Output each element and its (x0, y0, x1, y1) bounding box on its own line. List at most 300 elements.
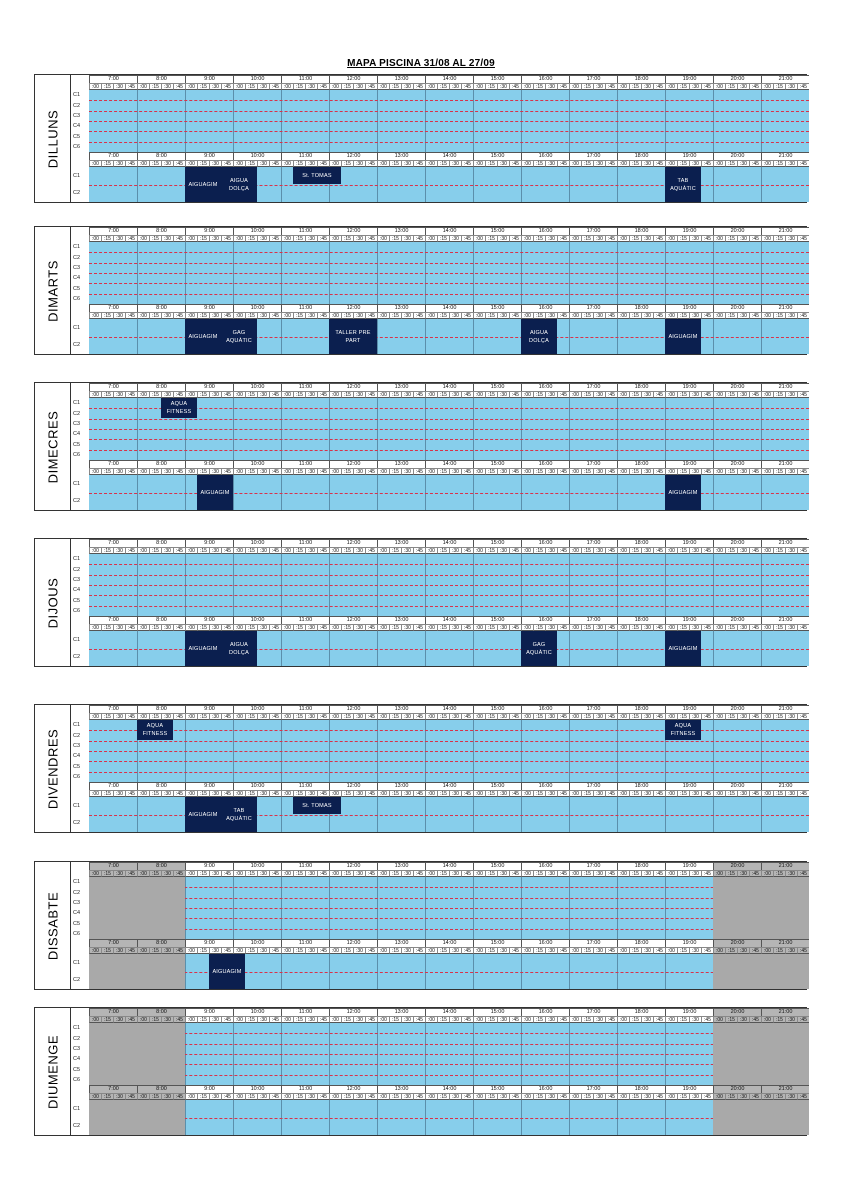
hour-cell: 9:00 (185, 616, 233, 624)
quarter-cell: :45 (173, 547, 185, 554)
quarter-cell: :30 (785, 713, 797, 720)
lane-label: C1 (73, 959, 81, 966)
quarter-cell: :15 (341, 947, 353, 954)
quarter-cell: :15 (341, 870, 353, 877)
quarter-cell: :30 (545, 1093, 557, 1100)
quarter-cell: :45 (749, 312, 761, 319)
quarter-cell: :30 (257, 947, 269, 954)
quarter-cell: :30 (689, 468, 701, 475)
activity-block[interactable]: St. TOMAS (293, 167, 341, 184)
hour-cell: 7:00 (89, 1008, 137, 1016)
quarter-cell: :00 (137, 160, 149, 167)
quarter-cell: :15 (485, 1093, 497, 1100)
quarter-cell: :45 (221, 312, 233, 319)
quarter-cell: :15 (485, 235, 497, 242)
hour-cell: 20:00 (713, 1008, 761, 1016)
main-pool (89, 554, 809, 616)
quarter-cell: :00 (425, 1093, 437, 1100)
quarter-cell: :30 (161, 624, 173, 631)
quarter-cell: :15 (149, 1093, 161, 1100)
quarter-cell: :00 (137, 870, 149, 877)
activity-block[interactable]: AQUA FITNESS (665, 720, 701, 740)
hour-cell: 13:00 (377, 539, 425, 547)
activity-block[interactable]: TALLER PRE PART (329, 319, 377, 354)
quarter-cell: :45 (317, 1093, 329, 1100)
lane-label: C1 (73, 1025, 81, 1032)
quarter-cell: :00 (713, 1016, 725, 1023)
quarter-cell: :00 (713, 624, 725, 631)
quarter-cell: :00 (713, 790, 725, 797)
activity-block[interactable]: AIGUA DOLÇA (221, 631, 257, 666)
quarter-cell: :45 (461, 83, 473, 90)
quarter-cell: :15 (149, 947, 161, 954)
quarter-cell: :45 (125, 468, 137, 475)
timetable-grid (89, 862, 809, 989)
quarter-cell: :45 (317, 312, 329, 319)
main-pool (89, 1023, 809, 1085)
hour-cell: 12:00 (329, 616, 377, 624)
quarter-cell: :00 (425, 1016, 437, 1023)
quarter-cell: :00 (761, 790, 773, 797)
hour-cell: 13:00 (377, 939, 425, 947)
quarter-cell: :45 (701, 870, 713, 877)
activity-block[interactable]: AIGUAGIM (185, 631, 221, 666)
quarter-cell: :00 (377, 547, 389, 554)
quarter-cell: :00 (617, 83, 629, 90)
quarter-cell: :45 (317, 624, 329, 631)
quarter-cell: :45 (269, 83, 281, 90)
quarter-cell: :45 (605, 391, 617, 398)
quarter-cell: :30 (401, 790, 413, 797)
quarter-cell: :45 (221, 790, 233, 797)
quarter-cell: :00 (377, 391, 389, 398)
quarter-cell: :30 (641, 468, 653, 475)
quarter-cell: :30 (161, 870, 173, 877)
quarter-cell: :30 (497, 160, 509, 167)
lane-label: C1 (73, 722, 81, 729)
quarter-cell: :30 (497, 391, 509, 398)
quarter-cell: :30 (545, 468, 557, 475)
quarter-cell: :00 (281, 1016, 293, 1023)
lane-label: C1 (73, 636, 81, 643)
quarter-cell: :00 (713, 391, 725, 398)
quarter-cell: :30 (449, 947, 461, 954)
hour-cell: 9:00 (185, 782, 233, 790)
lane-label: C1 (73, 556, 81, 563)
quarter-cell: :45 (749, 870, 761, 877)
quarter-cell: :15 (773, 312, 785, 319)
lane-rope (89, 761, 809, 762)
quarter-cell: :45 (749, 947, 761, 954)
quarter-cell: :15 (101, 947, 113, 954)
lane-label: C4 (73, 910, 81, 917)
hour-cell: 10:00 (233, 539, 281, 547)
quarter-cell: :00 (665, 870, 677, 877)
quarter-cell: :30 (161, 160, 173, 167)
quarter-cell: :15 (725, 624, 737, 631)
quarter-cell: :15 (581, 1093, 593, 1100)
timetable-grid (89, 227, 809, 354)
quarter-cell: :45 (701, 713, 713, 720)
quarter-cell: :45 (125, 1016, 137, 1023)
quarter-cell: :15 (341, 1016, 353, 1023)
quarter-cell: :45 (317, 1016, 329, 1023)
quarter-header (89, 790, 809, 797)
activity-block[interactable]: AIGUAGIM (209, 954, 245, 989)
quarter-cell: :00 (89, 312, 101, 319)
activity-block[interactable]: TAB AQUÀTIC (665, 167, 701, 202)
quarter-cell: :00 (713, 235, 725, 242)
hour-cell: 7:00 (89, 383, 137, 391)
quarter-cell: :00 (521, 160, 533, 167)
quarter-cell: :30 (401, 624, 413, 631)
quarter-cell: :15 (581, 312, 593, 319)
quarter-cell: :45 (605, 83, 617, 90)
activity-block[interactable]: AIGUA DOLÇA (221, 167, 257, 202)
quarter-cell: :45 (125, 312, 137, 319)
quarter-cell: :30 (593, 312, 605, 319)
quarter-cell: :00 (473, 235, 485, 242)
quarter-cell: :00 (425, 312, 437, 319)
hour-cell: 16:00 (521, 227, 569, 235)
activity-block[interactable]: AQUA FITNESS (161, 398, 197, 418)
quarter-cell: :45 (317, 235, 329, 242)
lane-label: C4 (73, 431, 81, 438)
quarter-cell: :00 (425, 870, 437, 877)
quarter-cell: :00 (233, 1016, 245, 1023)
quarter-cell: :30 (497, 468, 509, 475)
quarter-cell: :45 (413, 391, 425, 398)
quarter-cell: :00 (89, 947, 101, 954)
page-title: MAPA PISCINA 31/08 AL 27/09 (347, 58, 495, 69)
quarter-cell: :45 (125, 235, 137, 242)
quarter-cell: :45 (797, 1093, 809, 1100)
hour-cell: 17:00 (569, 616, 617, 624)
quarter-cell: :30 (257, 547, 269, 554)
quarter-cell: :15 (389, 312, 401, 319)
hour-cell: 8:00 (137, 152, 185, 160)
activity-block[interactable]: AIGUAGIM (197, 475, 233, 510)
hour-cell: 10:00 (233, 75, 281, 83)
quarter-cell: :00 (569, 391, 581, 398)
quarter-cell: :00 (137, 235, 149, 242)
main-pool (89, 242, 809, 304)
activity-block[interactable]: AIGUAGIM (665, 319, 701, 354)
quarter-cell: :00 (569, 1093, 581, 1100)
lane-labels (71, 75, 89, 202)
activity-block[interactable]: St. TOMAS (293, 797, 341, 814)
quarter-cell: :30 (161, 713, 173, 720)
hour-cell: 9:00 (185, 460, 233, 468)
quarter-cell: :30 (737, 870, 749, 877)
quarter-cell: :30 (641, 870, 653, 877)
hour-cell: 7:00 (89, 862, 137, 870)
quarter-cell: :45 (557, 235, 569, 242)
lane-rope (89, 273, 809, 274)
hour-cell: 20:00 (713, 862, 761, 870)
quarter-cell: :15 (773, 160, 785, 167)
quarter-cell: :45 (701, 1016, 713, 1023)
quarter-cell: :15 (389, 235, 401, 242)
day-label (35, 1008, 71, 1135)
hour-cell: 16:00 (521, 705, 569, 713)
day-name: DIMARTS (45, 259, 60, 322)
hour-cell: 21:00 (761, 939, 809, 947)
quarter-cell: :30 (737, 83, 749, 90)
hour-cell: 9:00 (185, 304, 233, 312)
lane-rope (89, 450, 809, 451)
hour-cell: 18:00 (617, 782, 665, 790)
quarter-cell: :00 (329, 1093, 341, 1100)
quarter-cell: :00 (329, 1016, 341, 1023)
closed-hours (713, 954, 761, 989)
hour-cell: 10:00 (233, 383, 281, 391)
quarter-cell: :15 (149, 870, 161, 877)
lane-rope (89, 252, 809, 253)
quarter-cell: :15 (485, 468, 497, 475)
quarter-cell: :30 (593, 468, 605, 475)
quarter-cell: :30 (737, 713, 749, 720)
quarter-cell: :30 (353, 83, 365, 90)
quarter-cell: :45 (557, 790, 569, 797)
quarter-cell: :00 (281, 624, 293, 631)
lane-label: C2 (73, 1035, 81, 1042)
hour-cell: 8:00 (137, 782, 185, 790)
hour-cell: 16:00 (521, 460, 569, 468)
lane-rope (89, 111, 809, 112)
lane-label: C4 (73, 753, 81, 760)
quarter-cell: :30 (209, 391, 221, 398)
activity-block[interactable]: TAB AQUÀTIC (221, 797, 257, 832)
quarter-cell: :00 (521, 312, 533, 319)
quarter-cell: :15 (149, 790, 161, 797)
lane-labels (71, 383, 89, 510)
hour-cell: 12:00 (329, 1085, 377, 1093)
quarter-cell: :45 (173, 160, 185, 167)
quarter-cell: :00 (281, 391, 293, 398)
quarter-cell: :45 (701, 468, 713, 475)
quarter-cell: :00 (761, 1093, 773, 1100)
quarter-cell: :00 (425, 391, 437, 398)
quarter-cell: :00 (425, 947, 437, 954)
hour-cell: 19:00 (665, 782, 713, 790)
quarter-cell: :30 (353, 312, 365, 319)
quarter-cell: :30 (689, 235, 701, 242)
quarter-header (89, 83, 809, 90)
quarter-cell: :30 (353, 870, 365, 877)
quarter-cell: :15 (725, 83, 737, 90)
quarter-cell: :45 (125, 947, 137, 954)
day-block-dimarts (34, 226, 807, 355)
quarter-cell: :45 (125, 713, 137, 720)
quarter-cell: :30 (305, 1093, 317, 1100)
quarter-cell: :30 (593, 547, 605, 554)
quarter-cell: :15 (677, 83, 689, 90)
hour-header (89, 383, 809, 391)
quarter-cell: :45 (413, 312, 425, 319)
activity-block[interactable]: AIGUAGIM (665, 475, 701, 510)
quarter-cell: :00 (185, 83, 197, 90)
quarter-cell: :15 (389, 790, 401, 797)
hour-header (89, 939, 809, 947)
quarter-cell: :45 (797, 713, 809, 720)
hour-cell: 17:00 (569, 383, 617, 391)
quarter-cell: :45 (173, 947, 185, 954)
quarter-cell: :45 (413, 624, 425, 631)
quarter-cell: :45 (269, 312, 281, 319)
hour-cell: 10:00 (233, 460, 281, 468)
quarter-cell: :00 (233, 624, 245, 631)
activity-block[interactable]: GAG AQUÀTIC (521, 631, 557, 666)
quarter-cell: :00 (233, 947, 245, 954)
quarter-cell: :45 (461, 547, 473, 554)
hour-cell: 20:00 (713, 539, 761, 547)
quarter-cell: :15 (629, 713, 641, 720)
lane-rope (89, 1118, 809, 1119)
quarter-cell: :45 (221, 870, 233, 877)
hour-cell: 17:00 (569, 460, 617, 468)
hour-cell: 11:00 (281, 862, 329, 870)
quarter-cell: :45 (173, 312, 185, 319)
lane-label: C1 (73, 1105, 81, 1112)
quarter-cell: :45 (365, 391, 377, 398)
closed-hours (761, 954, 809, 989)
quarter-cell: :30 (689, 790, 701, 797)
quarter-cell: :45 (653, 235, 665, 242)
quarter-cell: :00 (185, 713, 197, 720)
quarter-cell: :15 (773, 235, 785, 242)
activity-block[interactable]: AIGUAGIM (185, 797, 221, 832)
activity-block[interactable]: AIGUAGIM (185, 167, 221, 202)
quarter-cell: :15 (341, 790, 353, 797)
quarter-cell: :15 (725, 235, 737, 242)
quarter-cell: :00 (89, 624, 101, 631)
quarter-cell: :00 (761, 1016, 773, 1023)
quarter-cell: :15 (485, 160, 497, 167)
activity-block[interactable]: AIGUA DOLÇA (521, 319, 557, 354)
hour-cell: 12:00 (329, 460, 377, 468)
quarter-cell: :15 (773, 624, 785, 631)
quarter-cell: :00 (329, 83, 341, 90)
quarter-cell: :00 (569, 870, 581, 877)
quarter-cell: :30 (449, 624, 461, 631)
day-block-divendres (34, 704, 807, 833)
quarter-cell: :45 (797, 547, 809, 554)
timetable-grid (89, 383, 809, 510)
quarter-cell: :45 (413, 83, 425, 90)
hour-cell: 20:00 (713, 616, 761, 624)
lane-rope (89, 121, 809, 122)
quarter-cell: :15 (677, 1016, 689, 1023)
quarter-cell: :00 (377, 83, 389, 90)
quarter-cell: :15 (725, 947, 737, 954)
quarter-cell: :15 (293, 235, 305, 242)
quarter-cell: :30 (641, 1016, 653, 1023)
quarter-cell: :45 (701, 312, 713, 319)
hour-cell: 19:00 (665, 152, 713, 160)
quarter-cell: :45 (365, 1093, 377, 1100)
quarter-cell: :00 (665, 790, 677, 797)
quarter-cell: :30 (545, 83, 557, 90)
hour-cell: 8:00 (137, 304, 185, 312)
quarter-cell: :45 (653, 713, 665, 720)
quarter-cell: :00 (521, 947, 533, 954)
quarter-cell: :45 (557, 870, 569, 877)
quarter-cell: :00 (329, 160, 341, 167)
quarter-cell: :15 (341, 160, 353, 167)
quarter-cell: :15 (245, 713, 257, 720)
hour-cell: 7:00 (89, 1085, 137, 1093)
hour-cell: 13:00 (377, 705, 425, 713)
quarter-cell: :00 (137, 1093, 149, 1100)
lane-label: C3 (73, 742, 81, 749)
quarter-cell: :45 (653, 1016, 665, 1023)
activity-block[interactable]: AIGUAGIM (665, 631, 701, 666)
quarter-cell: :45 (269, 391, 281, 398)
lane-label: C1 (73, 802, 81, 809)
quarter-cell: :15 (101, 235, 113, 242)
quarter-cell: :00 (521, 870, 533, 877)
quarter-cell: :30 (401, 83, 413, 90)
activity-block[interactable]: AIGUAGIM (185, 319, 221, 354)
quarter-cell: :00 (617, 312, 629, 319)
quarter-cell: :30 (497, 1093, 509, 1100)
quarter-cell: :30 (689, 312, 701, 319)
quarter-cell: :00 (281, 713, 293, 720)
quarter-cell: :00 (233, 391, 245, 398)
quarter-cell: :45 (509, 1093, 521, 1100)
lane-rope (89, 1075, 809, 1076)
quarter-cell: :15 (725, 713, 737, 720)
quarter-cell: :30 (545, 160, 557, 167)
lane-label: C1 (73, 92, 81, 99)
hour-cell: 12:00 (329, 304, 377, 312)
quarter-cell: :00 (569, 713, 581, 720)
hour-cell: 14:00 (425, 539, 473, 547)
quarter-cell: :15 (245, 83, 257, 90)
activity-block[interactable]: AQUA FITNESS (137, 720, 173, 740)
quarter-cell: :15 (533, 312, 545, 319)
quarter-cell: :15 (293, 870, 305, 877)
quarter-cell: :00 (521, 1016, 533, 1023)
quarter-cell: :15 (725, 391, 737, 398)
quarter-cell: :30 (593, 947, 605, 954)
quarter-cell: :45 (509, 312, 521, 319)
hour-cell: 12:00 (329, 227, 377, 235)
quarter-cell: :45 (365, 1016, 377, 1023)
activity-block[interactable]: GAG AQUÀTIC (221, 319, 257, 354)
hour-cell: 11:00 (281, 152, 329, 160)
day-label (35, 227, 71, 354)
quarter-cell: :00 (713, 83, 725, 90)
hour-header (89, 1085, 809, 1093)
quarter-cell: :15 (773, 1016, 785, 1023)
quarter-cell: :30 (113, 790, 125, 797)
hour-cell: 7:00 (89, 75, 137, 83)
quarter-header (89, 312, 809, 319)
quarter-header (89, 947, 809, 954)
quarter-cell: :00 (281, 870, 293, 877)
hour-cell: 17:00 (569, 304, 617, 312)
day-label (35, 862, 71, 989)
hour-cell: 21:00 (761, 1085, 809, 1093)
quarter-cell: :15 (437, 160, 449, 167)
quarter-cell: :00 (761, 713, 773, 720)
quarter-cell: :30 (641, 547, 653, 554)
hour-cell: 11:00 (281, 939, 329, 947)
quarter-cell: :45 (605, 547, 617, 554)
quarter-cell: :30 (689, 1093, 701, 1100)
